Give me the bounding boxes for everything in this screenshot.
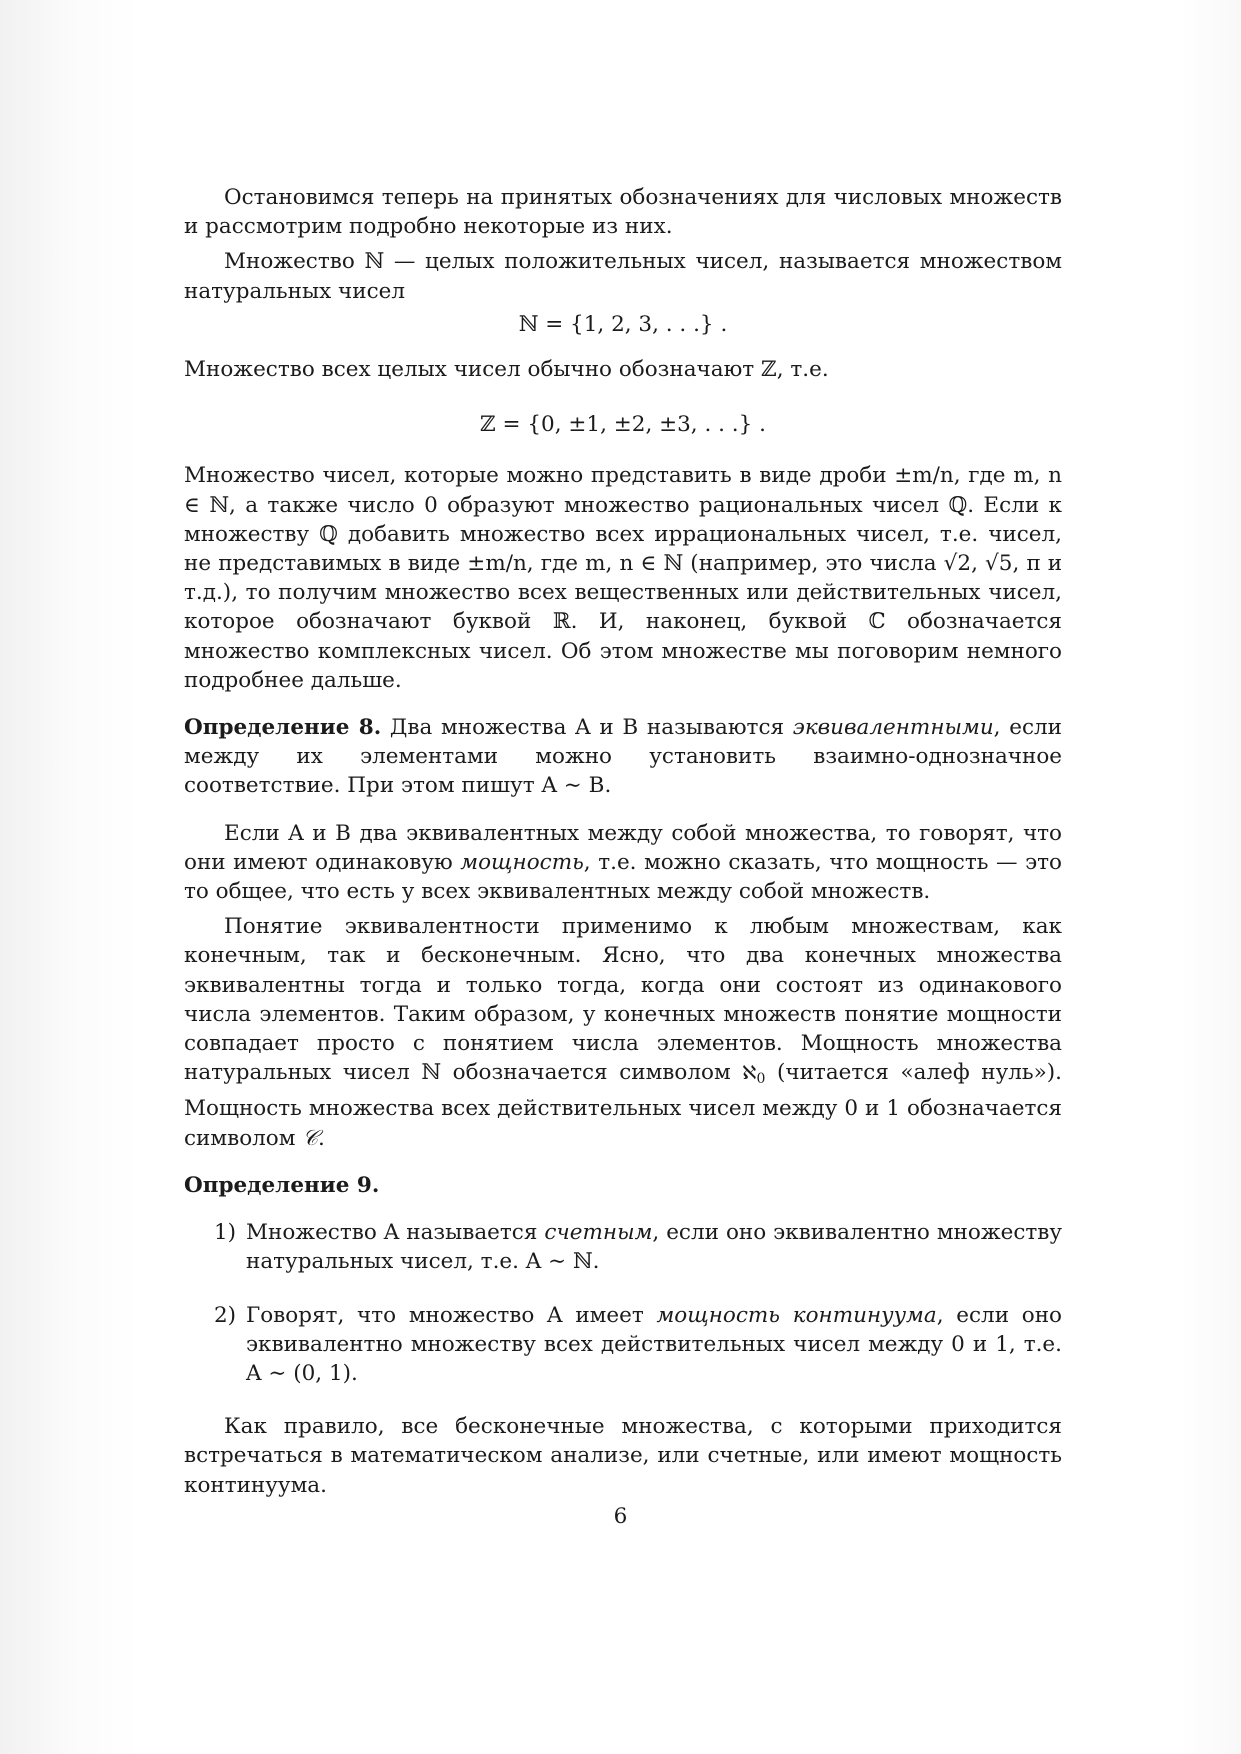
- page-number: 6: [613, 1504, 628, 1529]
- equivalence-text-b: (читается «алеф нуль»). Мощность множества всех действительных чисел между 0 и 1 обозначается символом: [184, 1060, 1062, 1151]
- definition-9: [184, 1171, 1062, 1200]
- list-item-text-a: Множество A называется: [246, 1220, 538, 1246]
- paragraph-rationals-reals: Множество чисел, которые можно представить в виде дроби ±m/n, где m, n ∈ ℕ, а также число 0 образуют множество рациональных чисел ℚ. Если к множеству ℚ добавить множество всех иррациональных чисел, т.е. чисел, не представимых в виде ±m/n, где m, n ∈ ℕ (например, это числа √2, √5, π и т.д.), то получим множество всех вещественных или действительных чисел, которое обозначают буквой ℝ. И, наконец, буквой ℂ обозначается множество комплексных чисел. Об этом множестве мы поговорим немного подробнее дальше.: [184, 463, 1063, 693]
- list-item: [184, 1218, 1062, 1276]
- rationals-text: Множество чисел, которые можно представить в виде дроби ±m/n, где m, n ∈ ℕ, а также число 0 образуют множество рациональных чисел ℚ. Если к множеству ℚ добавить множество всех иррациональных чисел, т.е. чисел, не представимых в виде ±m/n, где m, n ∈ ℕ (например, это числа: [184, 463, 1062, 577]
- paragraph-cardinality: [184, 819, 1062, 907]
- definition-8-heading: Определение 8.: [184, 715, 382, 741]
- sqrt-five: √5: [985, 551, 1013, 577]
- definition-9-list: [184, 1218, 1062, 1388]
- formula-integers: ℤ = {0, ±1, ±2, ±3, . . .} .: [479, 412, 766, 438]
- paragraph-naturals: Множество ℕ — целых положительных чисел, называется множеством натуральных чисел: [184, 249, 1062, 304]
- aleph-glyph: ℵ: [742, 1062, 757, 1085]
- list-item-text-b: , если оно эквивалентно множеству всех действительных чисел между 0 и 1, т.е. A ∼ (0, 1).: [246, 1302, 1063, 1386]
- list-item-text-b: , если оно эквивалентно множеству натуральных чисел, т.е. A ∼ ℕ.: [246, 1220, 1063, 1275]
- paragraph-conclusion: Как правило, все бесконечные множества, с которыми приходится встречаться в математическом анализе, или счетные, или имеют мощность континуума.: [184, 1414, 1062, 1498]
- equivalence-text-c: .: [318, 1125, 325, 1151]
- cardinality-text-a: Если A и B два эквивалентных между собой множества, то говорят, что они имеют одинаковую: [184, 820, 1062, 875]
- list-item-number: 1): [214, 1220, 237, 1246]
- continuum-symbol: 𝒞: [302, 1125, 318, 1151]
- aleph-symbol: [742, 1060, 766, 1088]
- aleph-subscript: 0: [756, 1071, 766, 1088]
- page-content: [184, 183, 1062, 1500]
- list-item-term: мощность континуума: [656, 1302, 937, 1328]
- cardinality-text-b: , т.е. можно сказать, что мощность — это то общее, что есть у всех эквивалентных между собой множеств.: [184, 849, 1062, 905]
- definition-9-heading: Определение 9.: [184, 1172, 380, 1198]
- reals-text: π и т.д.), то получим множество всех вещественных или действительных чисел, которое обозначают буквой ℝ. И, наконец, буквой ℂ обозначается множество комплексных чисел. Об этом множестве мы поговорим немного подробнее дальше.: [184, 551, 1063, 693]
- list-item-number: 2): [214, 1302, 237, 1328]
- definition-8-text-b: , если между их элементами можно установить взаимно-однозначное соответствие. При этом пишут A ∼ B.: [184, 715, 1062, 799]
- paragraph-integers: Множество всех целых чисел обычно обозначают ℤ, т.е.: [184, 357, 829, 383]
- definition-8: [184, 713, 1062, 801]
- paragraph-equivalence: [184, 912, 1062, 1153]
- equivalence-text-a: Понятие эквивалентности применимо к любым множествам, как конечным, так и бесконечным. Ясно, что два конечных множества эквивалентны тогда и только тогда, когда они состоят из одинакового числа элементов. Таким образом, у конечных множеств понятие мощности совпадает просто с понятием числа элементов. Мощность множества натуральных чисел ℕ обозначается символом: [184, 914, 1062, 1086]
- list-item-text-a: Говорят, что множество A имеет: [246, 1302, 644, 1328]
- formula-naturals: ℕ = {1, 2, 3, . . .} .: [518, 311, 728, 337]
- definition-8-term: эквивалентными: [792, 715, 994, 741]
- cardinality-term: мощность: [460, 849, 584, 875]
- definition-8-text-a: Два множества A и B называются: [389, 715, 785, 741]
- paragraph-intro: Остановимся теперь на принятых обозначениях для числовых множеств и рассмотрим подробно некоторые из них.: [184, 185, 1062, 240]
- list-item: [184, 1301, 1062, 1389]
- list-item-term: счетным: [544, 1220, 653, 1246]
- sqrt-two: √2: [943, 551, 972, 577]
